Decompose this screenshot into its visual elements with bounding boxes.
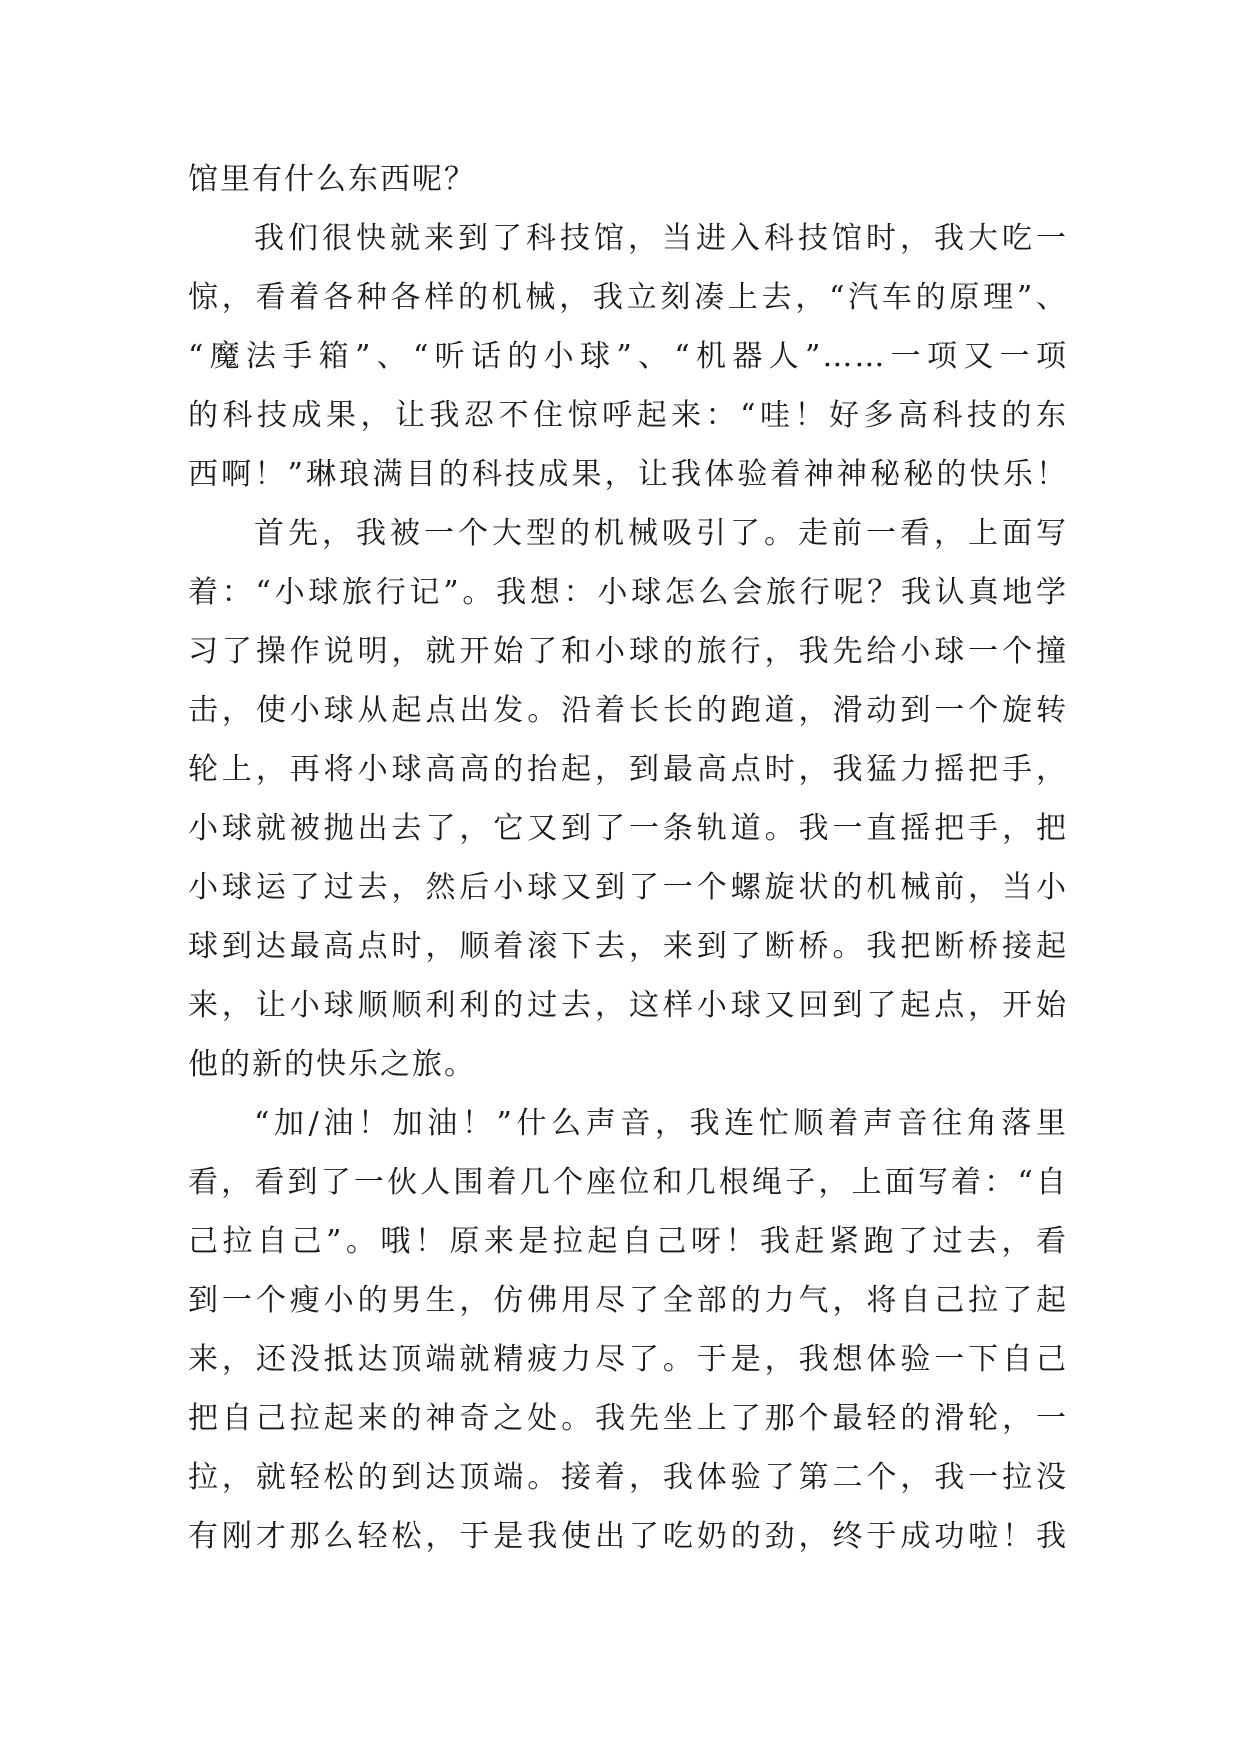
text-line: 小球运了过去，然后小球又到了一个螺旋状的机械前，当小 xyxy=(188,870,1068,905)
text-line: 他的新的快乐之旅。 xyxy=(188,1047,476,1082)
text-line: 来，还没抵达顶端就精疲力尽了。于是，我想体验一下自己 xyxy=(188,1342,1068,1377)
text-line: 的科技成果，让我忍不住惊呼起来：“哇！好多高科技的东 xyxy=(188,398,1068,433)
text-line: 把自己拉起来的神奇之处。我先坐上了那个最轻的滑轮，一 xyxy=(188,1401,1068,1436)
text-line: 来，让小球顺顺利利的过去，这样小球又回到了起点，开始 xyxy=(188,988,1068,1023)
text-line: 小球就被抛出去了，它又到了一条轨道。我一直摇把手，把 xyxy=(188,811,1068,846)
text-line: 看，看到了一伙人围着几个座位和几根绳子，上面写着：“自 xyxy=(188,1165,1068,1200)
text-line: 我们很快就来到了科技馆，当进入科技馆时，我大吃一 xyxy=(254,221,1068,256)
text-line: 西啊！”琳琅满目的科技成果，让我体验着神神秘秘的快乐！ xyxy=(188,457,1068,492)
text-line: 有刚才那么轻松，于是我使出了吃奶的劲，终于成功啦！我 xyxy=(188,1519,1068,1554)
text-line: 己拉自己”。哦！原来是拉起自己呀！我赶紧跑了过去，看 xyxy=(188,1224,1068,1259)
text-line: 拉，就轻松的到达顶端。接着，我体验了第二个，我一拉没 xyxy=(188,1460,1068,1495)
text-line: 击，使小球从起点出发。沿着长长的跑道，滑动到一个旋转 xyxy=(188,693,1068,728)
text-line: 到一个瘦小的男生，仿佛用尽了全部的力气，将自己拉了起 xyxy=(188,1283,1068,1318)
text-line: 馆里有什么东西呢？ xyxy=(188,162,476,197)
text-line: “加/油！加油！”什么声音，我连忙顺着声音往角落里 xyxy=(254,1106,1068,1141)
text-line: 着：“小球旅行记”。我想：小球怎么会旅行呢？我认真地学 xyxy=(188,575,1068,610)
text-line: 惊，看着各种各样的机械，我立刻凑上去，“汽车的原理”、 xyxy=(188,280,1068,315)
body-text xyxy=(188,150,1068,1566)
text-line: 习了操作说明，就开始了和小球的旅行，我先给小球一个撞 xyxy=(188,634,1068,669)
text-line: 轮上，再将小球高高的抬起，到最高点时，我猛力摇把手， xyxy=(188,752,1068,787)
text-line: 球到达最高点时，顺着滚下去，来到了断桥。我把断桥接起 xyxy=(188,929,1068,964)
text-line: 首先，我被一个大型的机械吸引了。走前一看，上面写 xyxy=(254,516,1068,551)
text-line: “魔法手箱”、“听话的小球”、“机器人”……一项又一项 xyxy=(188,339,1068,374)
